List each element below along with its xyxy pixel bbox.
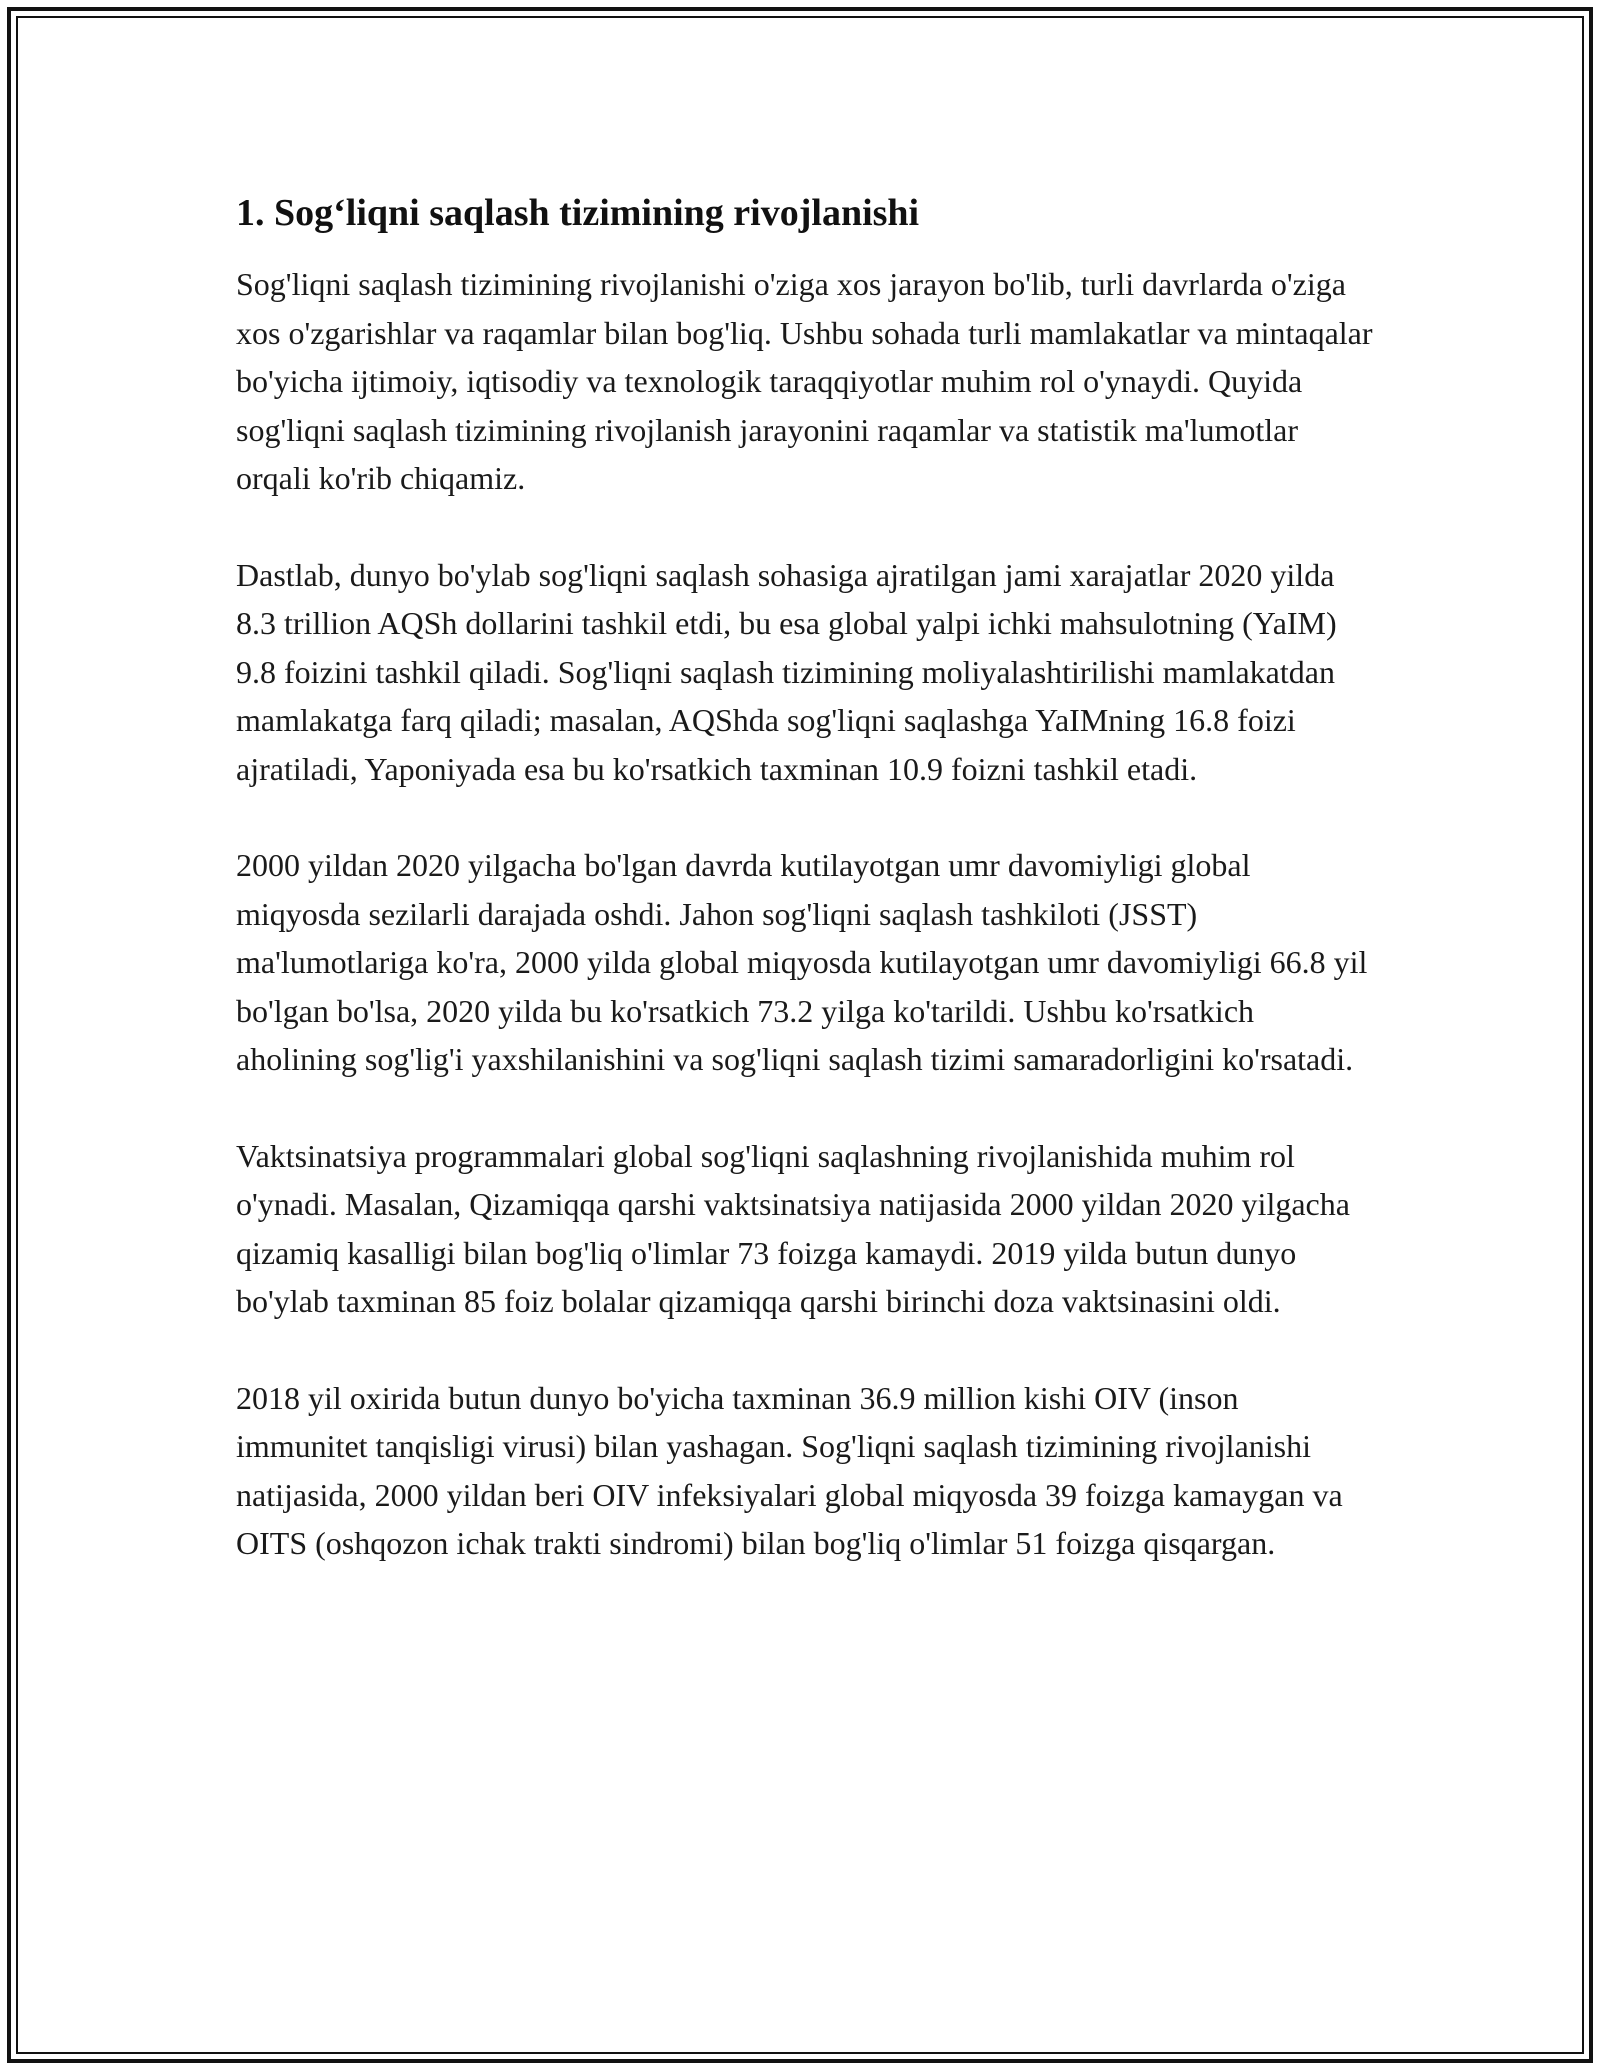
- paragraph-life-expectancy: 2000 yildan 2020 yilgacha bo'lgan davrda kutilayotgan umr davomiyligi global miqyosda sezilarli darajada oshdi. Jahon sog'liqni saqlash tashkiloti (JSST) ma'lumotlariga ko'ra, 2000 yilda global miqyosda kutilayotgan umr davomiyligi 66.8 yil bo'lgan bo'lsa, 2020 yilda bu ko'rsatkich 73.2 yilga ko'tarildi. Ushbu ko'rsatkich aholining sog'lig'i yaxshilanishini va sog'liqni saqlash tizimi samaradorligini ko'rsatadi.: [236, 847, 1368, 1077]
- paragraph-intro: Sog'liqni saqlash tizimining rivojlanishi o'ziga xos jarayon bo'lib, turli davrlarda o'ziga xos o'zgarishlar va raqamlar bilan bog'liq. Ushbu sohada turli mamlakatlar va mintaqalar bo'yicha ijtimoiy, iqtisodiy va texnologik taraqqiyotlar muhim rol o'ynaydi. Quyida sog'liqni saqlash tizimining rivojlanish jarayonini raqamlar va statistik ma'lumotlar orqali ko'rib chiqamiz.: [236, 266, 1373, 496]
- paragraph-hiv: 2018 yil oxirida butun dunyo bo'yicha taxminan 36.9 million kishi OIV (inson immunitet tanqisligi virusi) bilan yashagan. Sog'liqni saqlash tizimining rivojlanishi natijasida, 2000 yildan beri OIV infeksiyalari global miqyosda 39 foizga kamaygan va OITS (oshqozon ichak trakti sindromi) bilan bog'liq o'limlar 51 foizga qisqargan.: [236, 1379, 1343, 1561]
- paragraph-expenditure: Dastlab, dunyo bo'ylab sog'liqni saqlash sohasiga ajratilgan jami xarajatlar 2020 yilda 8.3 trillion AQSh dollarini tashkil etdi, bu esa global yalpi ichki mahsulotning (YaIM) 9.8 foizini tashkil qiladi. Sog'liqni saqlash tizimining moliyalashtirilishi mamlakatdan mamlakatga farq qiladi; masalan, AQShda sog'liqni saqlashga YaIMning 16.8 foizi ajratiladi, Yaponiyada esa bu ko'rsatkich taxminan 10.9 foizni tashkil etadi.: [236, 556, 1337, 787]
- paragraph-vaccination: Vaktsinatsiya programmalari global sog'liqni saqlashning rivojlanishida muhim rol o'ynadi. Masalan, Qizamiqqa qarshi vaktsinatsiya natijasida 2000 yildan 2020 yilgacha qizamiq kasalligi bilan bog'liq o'limlar 73 foizga kamaydi. 2019 yilda butun dunyo bo'ylab taxminan 85 foiz bolalar qizamiqqa qarshi birinchi doza vaktsinasini oldi.: [236, 1137, 1350, 1319]
- section-heading: 1. Sog‘liqni saqlash tizimining rivojlanishi: [236, 192, 920, 234]
- document-body: [236, 186, 1376, 1616]
